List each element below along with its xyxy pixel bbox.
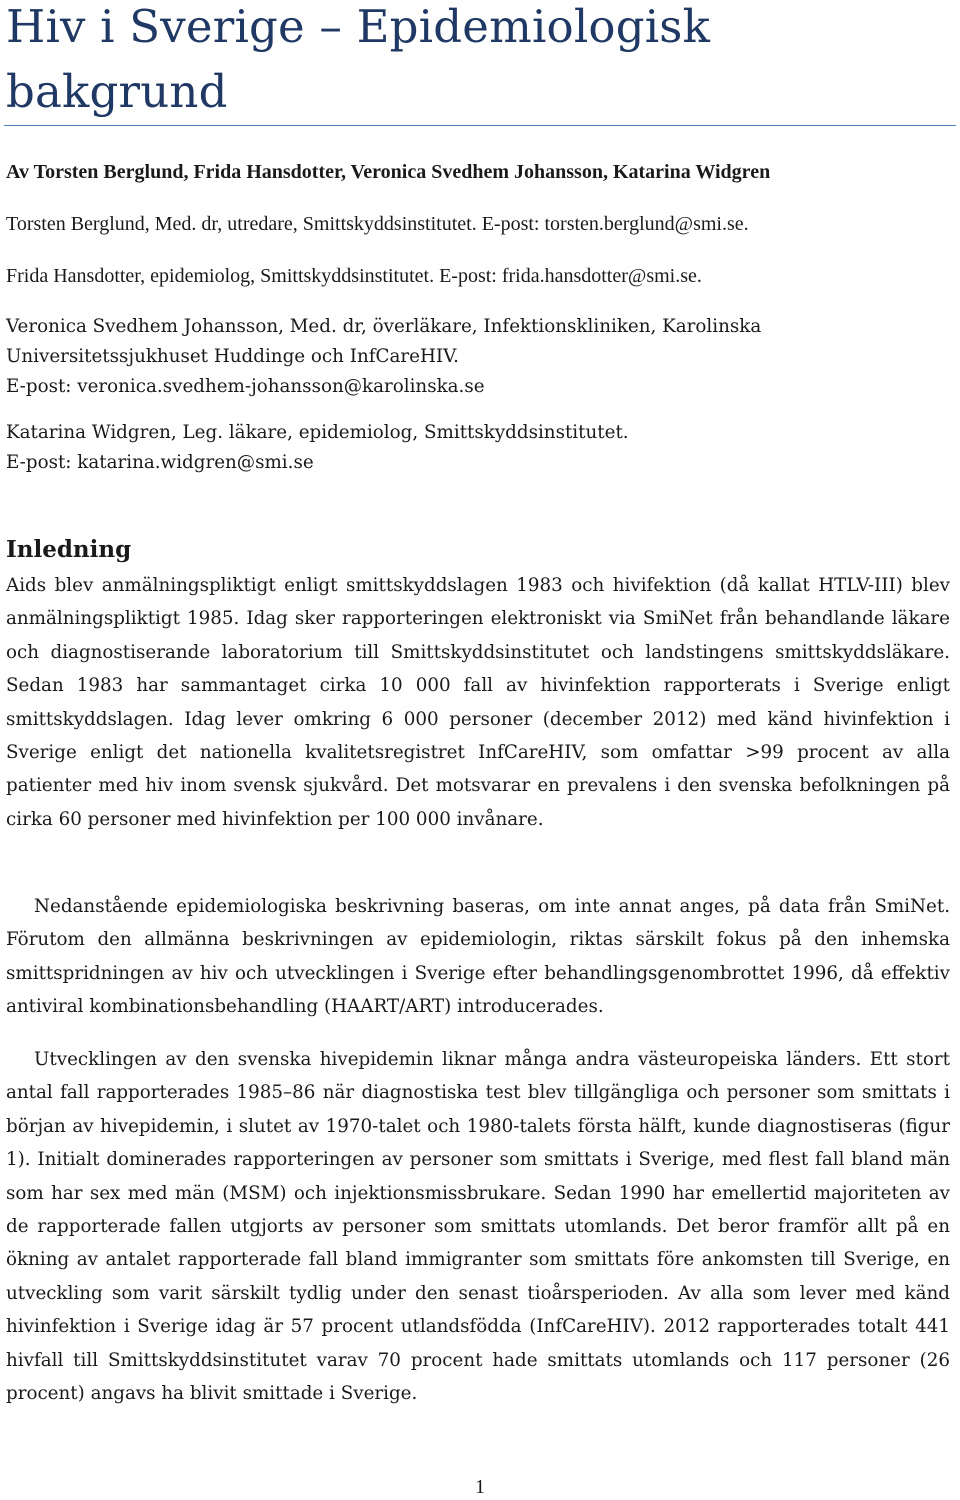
affiliation-hansdotter: Frida Hansdotter, epidemiolog, Smittskyddsinstitutet. E-post: frida.hansdotter@smi.se. — [6, 265, 702, 287]
affiliation-berglund: Torsten Berglund, Med. dr, utredare, Smittskyddsinstitutet. E-post: torsten.berglund@smi.se. — [6, 213, 749, 235]
affiliation-svedhem-line-1: Veronica Svedhem Johansson, Med. dr, överläkare, Infektionskliniken, Karolinska — [6, 316, 762, 337]
affiliation-widgren-line-1: Katarina Widgren, Leg. läkare, epidemiolog, Smittskyddsinstitutet. — [6, 422, 629, 443]
authors-line: Av Torsten Berglund, Frida Hansdotter, Veronica Svedhem Johansson, Katarina Widgren — [6, 161, 771, 183]
paragraph-intro: Aids blev anmälningspliktigt enligt smittskyddslagen 1983 och hivifektion (då kallat HTLV-III) blev anmälningspliktigt 1985. Idag sker rapporteringen elektroniskt via SmiNet från behandlande läkare och diagnostiserande laboratorium till Smittskyddsinstitutet och landstingens smittskyddsläkare. Sedan 1983 har sammantaget cirka 10 000 fall av hivinfektion rapporterats i Sverige enligt smittskyddslagen. Idag lever omkring 6 000 personer (december 2012) med känd hivinfektion i Sverige enligt det nationella kvalitetsregistret InfCareHIV, som omfattar >99 procent av alla patienter med hiv inom svensk sjukvård. Det motsvarar en prevalens i den svenska befolkningen på cirka 60 personer med hivinfektion per 100 000 invånare. — [6, 575, 950, 830]
affiliation-svedhem-email: E-post: veronica.svedhem-johansson@karolinska.se — [6, 376, 485, 397]
paragraph-basis: Nedanstående epidemiologiska beskrivning baseras, om inte annat anges, på data från SmiNet. Förutom den allmänna beskrivningen av epidemiologin, riktas särskilt fokus på den inhemska smittspridningen av hiv och utvecklingen i Sverige efter behandlingsgenombrottet 1996, då effektiv antiviral kombinationsbehandling (HAART/ART) introducerades. — [6, 896, 950, 1018]
affiliation-svedhem-line-2: Universitetssjukhuset Huddinge och InfCareHIV. — [6, 346, 459, 367]
section-heading-inledning: Inledning — [6, 536, 132, 563]
page-number: 1 — [475, 1476, 485, 1498]
title-divider — [4, 125, 956, 126]
paragraph-development: Utvecklingen av den svenska hivepidemin liknar många andra västeuropeiska länders. Ett stort antal fall rapporterades 1985–86 när diagnostiska test blev tillgängliga och personer som smittats i början av hivepidemin, i slutet av 1970-talet och 1980-talets första hälft, kunde diagnostiseras (figur 1). Initialt dominerades rapporteringen av personer som smittats i Sverige, med flest fall bland män som har sex med män (MSM) och injektionsmissbrukare. Sedan 1990 har emellertid majoriteten av de rapporterade fallen utgjorts av personer som smittats utomlands. Det beror framför allt på en ökning av antalet rapporterade fall bland immigranter som smittats före ankomsten till Sverige, en utveckling som varit särskilt tydlig under den senast tioårsperioden. Av alla som lever med känd hivinfektion i Sverige idag är 57 procent utlandsfödda (InfCareHIV). 2012 rapporterades totalt 441 hivfall till Smittskyddsinstitutet varav 70 procent hade smittats utomlands och 117 personer (26 procent) angavs ha blivit smittade i Sverige. — [6, 1049, 950, 1405]
affiliation-widgren-email: E-post: katarina.widgren@smi.se — [6, 452, 314, 473]
document-title: Hiv i Sverige – Epidemiologisk bakgrund — [6, 0, 711, 118]
